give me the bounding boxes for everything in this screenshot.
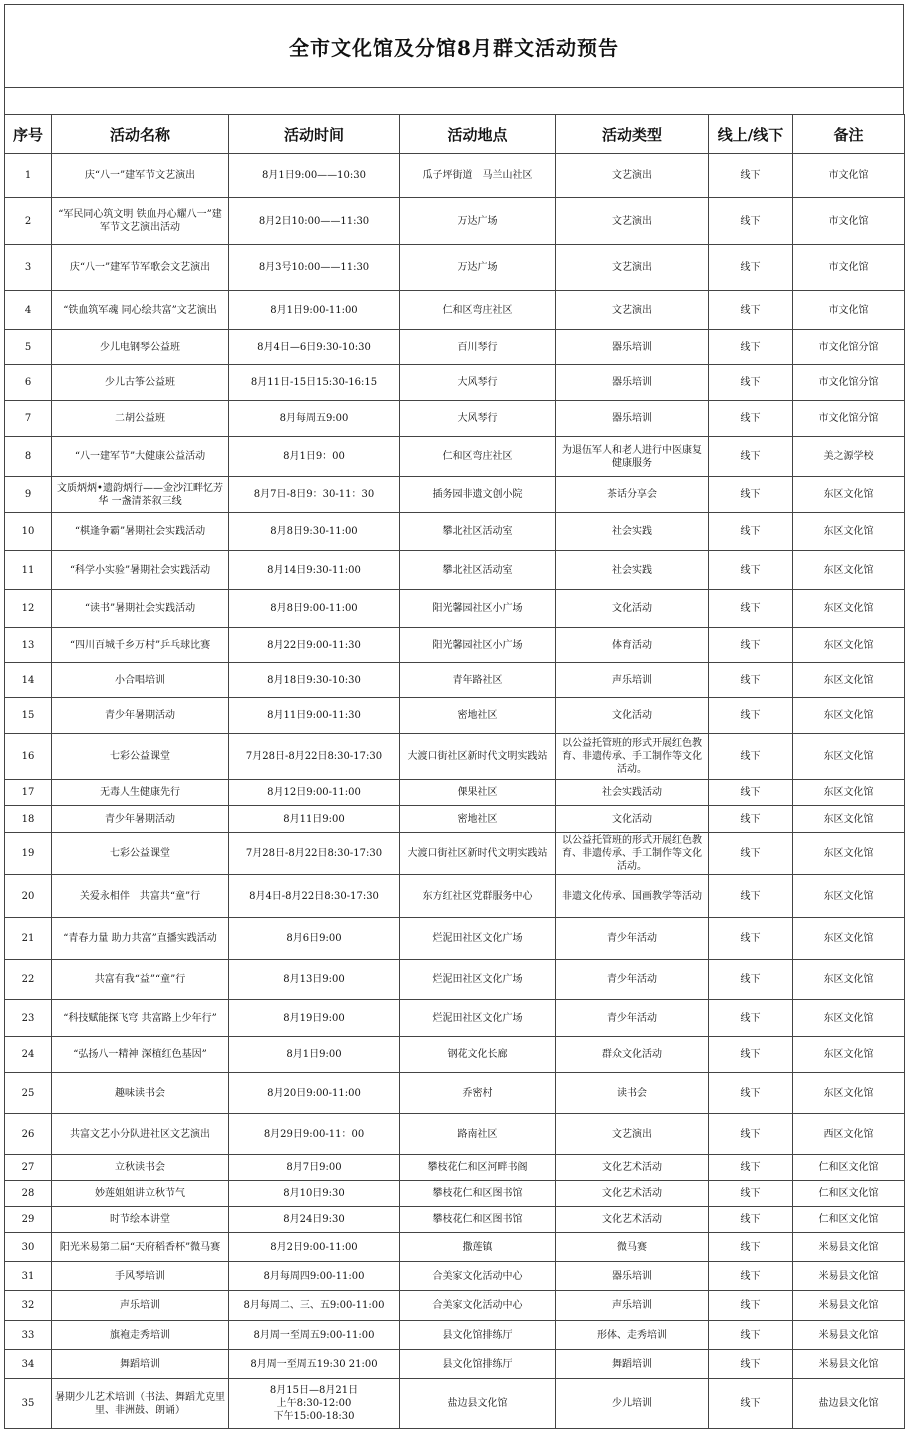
activity-mode-cell: 线下 <box>709 477 793 513</box>
activity-type-cell: 文艺演出 <box>556 1114 709 1155</box>
activity-name-cell: 趣味读书会 <box>52 1073 229 1114</box>
activity-note-cell: 市文化馆 <box>793 245 905 291</box>
table-row <box>5 401 905 437</box>
activity-place-cell: 烂泥田社区文化广场 <box>400 918 556 960</box>
row-number-cell: 23 <box>5 1000 52 1037</box>
activity-time-cell: 8月2日9:00-11:00 <box>229 1233 400 1262</box>
activity-note-cell: 市文化馆分馆 <box>793 330 905 365</box>
activity-name-cell: “军民同心筑文明 铁血丹心耀八一”建军节文艺演出活动 <box>52 198 229 245</box>
row-number-cell: 19 <box>5 833 52 875</box>
activity-time-cell: 8月每周二、三、五9:00-11:00 <box>229 1291 400 1321</box>
activity-time-cell: 8月3号10:00——11:30 <box>229 245 400 291</box>
activity-name-cell: 七彩公益课堂 <box>52 734 229 780</box>
activity-place-cell: 乔密村 <box>400 1073 556 1114</box>
activity-mode-cell: 线下 <box>709 1155 793 1181</box>
activity-name-cell: 二胡公益班 <box>52 401 229 437</box>
activity-type-cell: 以公益托管班的形式开展红色教育、非遗传承、手工制作等文化活动。 <box>556 833 709 875</box>
activity-time-cell: 8月10日9:30 <box>229 1181 400 1207</box>
activity-type-cell: 文化活动 <box>556 590 709 628</box>
row-number-cell: 1 <box>5 154 52 198</box>
activity-type-cell: 文化活动 <box>556 698 709 734</box>
row-number-cell: 26 <box>5 1114 52 1155</box>
activity-note-cell: 市文化馆分馆 <box>793 365 905 401</box>
table-row <box>5 1262 905 1291</box>
activity-name-cell: 共富有我“益”“童”行 <box>52 960 229 1000</box>
activity-time-cell: 8月8日9:30-11:00 <box>229 513 400 551</box>
activity-time-cell: 8月29日9:00-11：00 <box>229 1114 400 1155</box>
activity-type-cell: 为退伍军人和老人进行中医康复健康服务 <box>556 437 709 477</box>
activity-note-cell: 东区文化馆 <box>793 551 905 590</box>
activity-type-cell: 声乐培训 <box>556 1291 709 1321</box>
activity-mode-cell: 线下 <box>709 1379 793 1429</box>
table-row <box>5 1181 905 1207</box>
row-number-cell: 30 <box>5 1233 52 1262</box>
table-row <box>5 330 905 365</box>
activity-name-cell: 旗袍走秀培训 <box>52 1321 229 1350</box>
table-body <box>5 154 905 1429</box>
row-number-cell: 17 <box>5 780 52 806</box>
activity-name-cell: “读书”暑期社会实践活动 <box>52 590 229 628</box>
activity-mode-cell: 线下 <box>709 1350 793 1379</box>
table-row <box>5 477 905 513</box>
activity-time-cell: 8月14日9:30-11:00 <box>229 551 400 590</box>
activity-time-cell: 8月13日9:00 <box>229 960 400 1000</box>
activity-type-cell: 文化艺术活动 <box>556 1207 709 1233</box>
activity-name-cell: 青少年暑期活动 <box>52 698 229 734</box>
activity-name-cell: 文质炳炳•遗韵炳行——金沙江畔忆芳华 一盏清茶叙三线 <box>52 477 229 513</box>
activity-place-cell: 攀北社区活动室 <box>400 513 556 551</box>
activity-place-cell: 仁和区弯庄社区 <box>400 437 556 477</box>
activity-mode-cell: 线下 <box>709 365 793 401</box>
title-row <box>4 4 904 87</box>
row-number-cell: 24 <box>5 1037 52 1073</box>
activity-mode-cell: 线下 <box>709 780 793 806</box>
header-note: 备注 <box>793 115 905 154</box>
row-number-cell: 29 <box>5 1207 52 1233</box>
activity-place-cell: 大风琴行 <box>400 365 556 401</box>
activity-time-cell: 8月周一至周五19:30 21:00 <box>229 1350 400 1379</box>
activity-note-cell: 东区文化馆 <box>793 698 905 734</box>
table-row <box>5 198 905 245</box>
activity-mode-cell: 线下 <box>709 1262 793 1291</box>
row-number-cell: 22 <box>5 960 52 1000</box>
activity-place-cell: 攀北社区活动室 <box>400 551 556 590</box>
row-number-cell: 21 <box>5 918 52 960</box>
table-row <box>5 437 905 477</box>
activity-name-cell: 立秋读书会 <box>52 1155 229 1181</box>
row-number-cell: 12 <box>5 590 52 628</box>
activity-name-cell: 无毒人生健康先行 <box>52 780 229 806</box>
activity-place-cell: 钢花文化长廊 <box>400 1037 556 1073</box>
activity-type-cell: 文艺演出 <box>556 198 709 245</box>
activity-mode-cell: 线下 <box>709 198 793 245</box>
activity-place-cell: 密地社区 <box>400 806 556 833</box>
activity-name-cell: 庆“八一”建军节文艺演出 <box>52 154 229 198</box>
activity-place-cell: 攀枝花仁和区图书馆 <box>400 1207 556 1233</box>
table-row <box>5 1073 905 1114</box>
activity-note-cell: 东区文化馆 <box>793 875 905 918</box>
activity-type-cell: 器乐培训 <box>556 401 709 437</box>
activity-note-cell: 东区文化馆 <box>793 734 905 780</box>
activity-place-cell: 青年路社区 <box>400 663 556 698</box>
activity-name-cell: “四川百城千乡万村”乒乓球比赛 <box>52 628 229 663</box>
activity-name-cell: 舞蹈培训 <box>52 1350 229 1379</box>
activity-type-cell: 舞蹈培训 <box>556 1350 709 1379</box>
activity-time-cell: 8月6日9:00 <box>229 918 400 960</box>
header-mode: 线上/线下 <box>709 115 793 154</box>
activity-name-cell: “铁血筑军魂 同心绘共富”文艺演出 <box>52 291 229 330</box>
activity-mode-cell: 线下 <box>709 551 793 590</box>
activity-name-cell: 妙莲姐姐讲立秋节气 <box>52 1181 229 1207</box>
activity-mode-cell: 线下 <box>709 401 793 437</box>
row-number-cell: 27 <box>5 1155 52 1181</box>
activity-time-cell: 8月18日9:30-10:30 <box>229 663 400 698</box>
activity-place-cell: 县文化馆排练厅 <box>400 1321 556 1350</box>
table-row <box>5 960 905 1000</box>
table-row <box>5 1321 905 1350</box>
activity-type-cell: 青少年活动 <box>556 918 709 960</box>
row-number-cell: 13 <box>5 628 52 663</box>
row-number-cell: 7 <box>5 401 52 437</box>
table-row <box>5 1379 905 1429</box>
row-number-cell: 35 <box>5 1379 52 1429</box>
activity-name-cell: 关爱永相伴 共富共“童”行 <box>52 875 229 918</box>
activity-name-cell: 小合唱培训 <box>52 663 229 698</box>
table-row <box>5 1207 905 1233</box>
activity-note-cell: 东区文化馆 <box>793 477 905 513</box>
table-row <box>5 663 905 698</box>
header-type: 活动类型 <box>556 115 709 154</box>
activity-type-cell: 文艺演出 <box>556 245 709 291</box>
activity-type-cell: 器乐培训 <box>556 365 709 401</box>
activity-time-cell: 8月15日—8月21日 上午8:30-12:00 下午15:00-18:30 <box>229 1379 400 1429</box>
spreadsheet <box>4 4 904 1429</box>
activity-name-cell: 时节绘本讲堂 <box>52 1207 229 1233</box>
header-name: 活动名称 <box>52 115 229 154</box>
activity-note-cell: 东区文化馆 <box>793 1037 905 1073</box>
row-number-cell: 25 <box>5 1073 52 1114</box>
activity-name-cell: “八一建军节”大健康公益活动 <box>52 437 229 477</box>
activity-place-cell: 万达广场 <box>400 245 556 291</box>
row-number-cell: 2 <box>5 198 52 245</box>
activity-mode-cell: 线下 <box>709 1114 793 1155</box>
activity-mode-cell: 线下 <box>709 663 793 698</box>
activity-note-cell: 米易县文化馆 <box>793 1291 905 1321</box>
row-number-cell: 6 <box>5 365 52 401</box>
activity-mode-cell: 线下 <box>709 1207 793 1233</box>
activity-type-cell: 少儿培训 <box>556 1379 709 1429</box>
row-number-cell: 9 <box>5 477 52 513</box>
activity-type-cell: 非遗文化传承、国画教学等活动 <box>556 875 709 918</box>
row-number-cell: 5 <box>5 330 52 365</box>
activity-mode-cell: 线下 <box>709 1233 793 1262</box>
activity-place-cell: 盐边县文化馆 <box>400 1379 556 1429</box>
activity-name-cell: 青少年暑期活动 <box>52 806 229 833</box>
activity-note-cell: 东区文化馆 <box>793 1000 905 1037</box>
table-row <box>5 734 905 780</box>
activity-note-cell: 盐边县文化馆 <box>793 1379 905 1429</box>
activity-mode-cell: 线下 <box>709 1181 793 1207</box>
activity-mode-cell: 线下 <box>709 1037 793 1073</box>
table-row <box>5 918 905 960</box>
activity-time-cell: 8月4日—6日9:30-10:30 <box>229 330 400 365</box>
row-number-cell: 18 <box>5 806 52 833</box>
activity-time-cell: 7月28日-8月22日8:30-17:30 <box>229 833 400 875</box>
activity-note-cell: 仁和区文化馆 <box>793 1181 905 1207</box>
activity-place-cell: 仁和区弯庄社区 <box>400 291 556 330</box>
activity-time-cell: 8月1日9:00 <box>229 1037 400 1073</box>
activity-place-cell: 大渡口街社区新时代文明实践站 <box>400 833 556 875</box>
activity-time-cell: 8月2日10:00——11:30 <box>229 198 400 245</box>
activity-type-cell: 文化艺术活动 <box>556 1181 709 1207</box>
activity-type-cell: 微马赛 <box>556 1233 709 1262</box>
activity-place-cell: 万达广场 <box>400 198 556 245</box>
activity-place-cell: 合美家文化活动中心 <box>400 1291 556 1321</box>
activity-place-cell: 县文化馆排练厅 <box>400 1350 556 1379</box>
activity-time-cell: 8月24日9:30 <box>229 1207 400 1233</box>
table-row <box>5 291 905 330</box>
activity-mode-cell: 线下 <box>709 513 793 551</box>
activity-time-cell: 8月4日-8月22日8:30-17:30 <box>229 875 400 918</box>
row-number-cell: 31 <box>5 1262 52 1291</box>
activity-note-cell: 东区文化馆 <box>793 918 905 960</box>
activity-note-cell: 东区文化馆 <box>793 590 905 628</box>
table-row <box>5 628 905 663</box>
activity-mode-cell: 线下 <box>709 291 793 330</box>
activity-mode-cell: 线下 <box>709 437 793 477</box>
activity-note-cell: 西区文化馆 <box>793 1114 905 1155</box>
activity-place-cell: 攀枝花仁和区河畔书阁 <box>400 1155 556 1181</box>
table-row <box>5 1350 905 1379</box>
activity-note-cell: 米易县文化馆 <box>793 1321 905 1350</box>
activity-time-cell: 8月20日9:00-11:00 <box>229 1073 400 1114</box>
activity-type-cell: 体育活动 <box>556 628 709 663</box>
activity-note-cell: 市文化馆 <box>793 198 905 245</box>
activity-time-cell: 8月1日9：00 <box>229 437 400 477</box>
activity-time-cell: 8月每周四9:00-11:00 <box>229 1262 400 1291</box>
activity-note-cell: 米易县文化馆 <box>793 1262 905 1291</box>
activity-time-cell: 8月每周五9:00 <box>229 401 400 437</box>
table-row <box>5 875 905 918</box>
table-row <box>5 833 905 875</box>
blank-row <box>4 87 904 114</box>
activity-mode-cell: 线下 <box>709 960 793 1000</box>
activity-time-cell: 8月1日9:00——10:30 <box>229 154 400 198</box>
activity-name-cell: “青春力量 助力共富”直播实践活动 <box>52 918 229 960</box>
activity-place-cell: 撒莲镇 <box>400 1233 556 1262</box>
activity-mode-cell: 线下 <box>709 833 793 875</box>
activity-name-cell: “棋逢争霸”暑期社会实践活动 <box>52 513 229 551</box>
activity-name-cell: “弘扬八一精神 深植红色基因” <box>52 1037 229 1073</box>
table-row <box>5 1291 905 1321</box>
activity-type-cell: 形体、走秀培训 <box>556 1321 709 1350</box>
table-row <box>5 365 905 401</box>
activity-mode-cell: 线下 <box>709 806 793 833</box>
activity-note-cell: 东区文化馆 <box>793 628 905 663</box>
activity-note-cell: 东区文化馆 <box>793 663 905 698</box>
activity-name-cell: 共富文艺小分队进社区文艺演出 <box>52 1114 229 1155</box>
activity-mode-cell: 线下 <box>709 1291 793 1321</box>
row-number-cell: 14 <box>5 663 52 698</box>
activity-mode-cell: 线下 <box>709 875 793 918</box>
row-number-cell: 15 <box>5 698 52 734</box>
activity-type-cell: 社会实践 <box>556 551 709 590</box>
row-number-cell: 8 <box>5 437 52 477</box>
activity-note-cell: 东区文化馆 <box>793 960 905 1000</box>
activity-mode-cell: 线下 <box>709 245 793 291</box>
activity-place-cell: 插务园非遗文创小院 <box>400 477 556 513</box>
activity-note-cell: 东区文化馆 <box>793 806 905 833</box>
activity-time-cell: 8月周一至周五9:00-11:00 <box>229 1321 400 1350</box>
header-row <box>5 115 905 154</box>
activity-note-cell: 米易县文化馆 <box>793 1233 905 1262</box>
header-place: 活动地点 <box>400 115 556 154</box>
activity-type-cell: 文艺演出 <box>556 291 709 330</box>
table-row <box>5 551 905 590</box>
header-time: 活动时间 <box>229 115 400 154</box>
activity-mode-cell: 线下 <box>709 918 793 960</box>
table-row <box>5 513 905 551</box>
activity-place-cell: 大渡口街社区新时代文明实践站 <box>400 734 556 780</box>
header-no: 序号 <box>5 115 52 154</box>
activity-time-cell: 8月11日-15日15:30-16:15 <box>229 365 400 401</box>
table-row <box>5 1114 905 1155</box>
page-title: 全市文化馆及分馆8月群文活动预告 <box>289 35 619 60</box>
activity-place-cell: 密地社区 <box>400 698 556 734</box>
row-number-cell: 10 <box>5 513 52 551</box>
row-number-cell: 16 <box>5 734 52 780</box>
activity-name-cell: 暑期少儿艺术培训（书法、舞蹈尤克里里、非洲鼓、朗诵） <box>52 1379 229 1429</box>
activity-type-cell: 社会实践活动 <box>556 780 709 806</box>
activity-time-cell: 8月1日9:00-11:00 <box>229 291 400 330</box>
activity-type-cell: 文化活动 <box>556 806 709 833</box>
activity-mode-cell: 线下 <box>709 590 793 628</box>
activity-name-cell: “科技赋能探飞穹 共富路上少年行” <box>52 1000 229 1037</box>
activity-note-cell: 市文化馆分馆 <box>793 401 905 437</box>
activity-note-cell: 仁和区文化馆 <box>793 1207 905 1233</box>
activity-time-cell: 8月19日9:00 <box>229 1000 400 1037</box>
activity-name-cell: 声乐培训 <box>52 1291 229 1321</box>
activity-note-cell: 市文化馆 <box>793 154 905 198</box>
activity-name-cell: 阳光米易第二届“天府稻香杯”微马赛 <box>52 1233 229 1262</box>
activity-name-cell: 手风琴培训 <box>52 1262 229 1291</box>
row-number-cell: 11 <box>5 551 52 590</box>
table-row <box>5 780 905 806</box>
activity-time-cell: 8月22日9:00-11:30 <box>229 628 400 663</box>
activity-type-cell: 青少年活动 <box>556 1000 709 1037</box>
activity-table <box>4 114 905 1429</box>
activity-place-cell: 百川琴行 <box>400 330 556 365</box>
activity-place-cell: 大风琴行 <box>400 401 556 437</box>
activity-mode-cell: 线下 <box>709 1073 793 1114</box>
activity-mode-cell: 线下 <box>709 734 793 780</box>
activity-place-cell: 烂泥田社区文化广场 <box>400 960 556 1000</box>
activity-note-cell: 东区文化馆 <box>793 833 905 875</box>
activity-type-cell: 青少年活动 <box>556 960 709 1000</box>
activity-type-cell: 器乐培训 <box>556 1262 709 1291</box>
activity-note-cell: 市文化馆 <box>793 291 905 330</box>
activity-place-cell: 东方红社区党群服务中心 <box>400 875 556 918</box>
activity-place-cell: 合美家文化活动中心 <box>400 1262 556 1291</box>
activity-type-cell: 读书会 <box>556 1073 709 1114</box>
table-row <box>5 1155 905 1181</box>
table-row <box>5 245 905 291</box>
activity-note-cell: 东区文化馆 <box>793 780 905 806</box>
activity-mode-cell: 线下 <box>709 698 793 734</box>
activity-note-cell: 米易县文化馆 <box>793 1350 905 1379</box>
table-row <box>5 806 905 833</box>
table-row <box>5 698 905 734</box>
activity-time-cell: 8月11日9:00-11:30 <box>229 698 400 734</box>
row-number-cell: 34 <box>5 1350 52 1379</box>
row-number-cell: 4 <box>5 291 52 330</box>
table-row <box>5 1037 905 1073</box>
table-row <box>5 590 905 628</box>
activity-time-cell: 7月28日-8月22日8:30-17:30 <box>229 734 400 780</box>
row-number-cell: 32 <box>5 1291 52 1321</box>
activity-place-cell: 路南社区 <box>400 1114 556 1155</box>
activity-type-cell: 以公益托管班的形式开展红色教育、非遗传承、手工制作等文化活动。 <box>556 734 709 780</box>
activity-note-cell: 仁和区文化馆 <box>793 1155 905 1181</box>
activity-mode-cell: 线下 <box>709 330 793 365</box>
activity-time-cell: 8月7日9:00 <box>229 1155 400 1181</box>
activity-mode-cell: 线下 <box>709 628 793 663</box>
activity-type-cell: 茶话分享会 <box>556 477 709 513</box>
activity-place-cell: 阳光馨园社区小广场 <box>400 590 556 628</box>
activity-type-cell: 群众文化活动 <box>556 1037 709 1073</box>
activity-time-cell: 8月8日9:00-11:00 <box>229 590 400 628</box>
activity-place-cell: 烂泥田社区文化广场 <box>400 1000 556 1037</box>
activity-mode-cell: 线下 <box>709 154 793 198</box>
activity-name-cell: 少儿古筝公益班 <box>52 365 229 401</box>
activity-mode-cell: 线下 <box>709 1321 793 1350</box>
activity-note-cell: 东区文化馆 <box>793 1073 905 1114</box>
activity-place-cell: 瓜子坪街道 马兰山社区 <box>400 154 556 198</box>
activity-type-cell: 器乐培训 <box>556 330 709 365</box>
table-row <box>5 1000 905 1037</box>
activity-time-cell: 8月7日-8日9：30-11：30 <box>229 477 400 513</box>
row-number-cell: 3 <box>5 245 52 291</box>
row-number-cell: 28 <box>5 1181 52 1207</box>
activity-name-cell: “科学小实验”暑期社会实践活动 <box>52 551 229 590</box>
activity-type-cell: 社会实践 <box>556 513 709 551</box>
activity-name-cell: 庆“八一”建军节军歌会文艺演出 <box>52 245 229 291</box>
activity-place-cell: 阳光馨园社区小广场 <box>400 628 556 663</box>
row-number-cell: 33 <box>5 1321 52 1350</box>
activity-time-cell: 8月12日9:00-11:00 <box>229 780 400 806</box>
activity-time-cell: 8月11日9:00 <box>229 806 400 833</box>
activity-name-cell: 少儿电钢琴公益班 <box>52 330 229 365</box>
activity-note-cell: 美之源学校 <box>793 437 905 477</box>
table-row <box>5 1233 905 1262</box>
activity-place-cell: 倮果社区 <box>400 780 556 806</box>
activity-mode-cell: 线下 <box>709 1000 793 1037</box>
table-row <box>5 154 905 198</box>
activity-type-cell: 文化艺术活动 <box>556 1155 709 1181</box>
activity-name-cell: 七彩公益课堂 <box>52 833 229 875</box>
activity-type-cell: 文艺演出 <box>556 154 709 198</box>
activity-type-cell: 声乐培训 <box>556 663 709 698</box>
row-number-cell: 20 <box>5 875 52 918</box>
activity-note-cell: 东区文化馆 <box>793 513 905 551</box>
activity-place-cell: 攀枝花仁和区图书馆 <box>400 1181 556 1207</box>
